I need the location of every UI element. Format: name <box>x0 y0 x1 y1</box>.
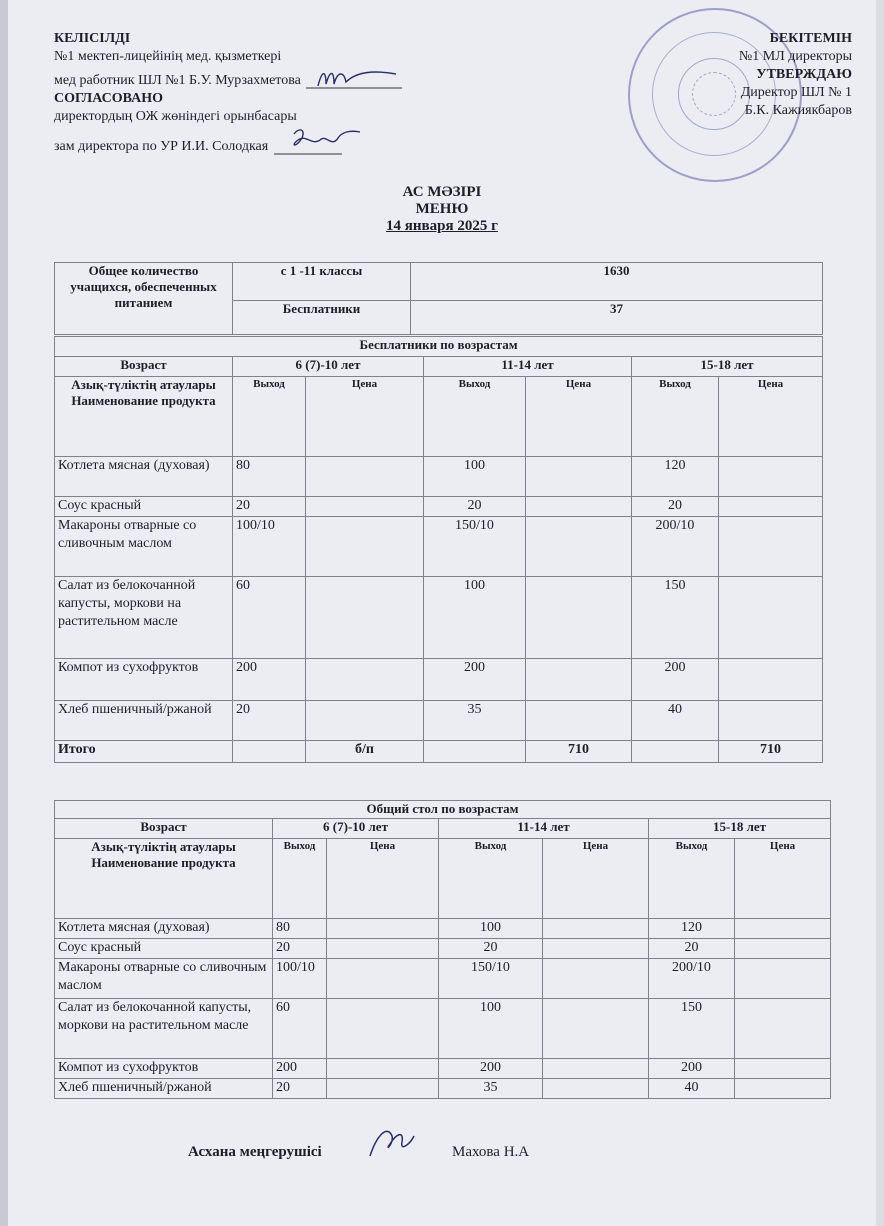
signature-deputy <box>272 126 364 156</box>
yield-value: 20 <box>632 497 719 517</box>
yield-value: 120 <box>649 919 735 939</box>
signature-canteen-head <box>364 1122 424 1162</box>
signature-medic <box>304 66 404 90</box>
yield-value: 80 <box>233 457 306 497</box>
col-yield: Выход <box>273 839 327 919</box>
yield-value: 100/10 <box>273 959 327 999</box>
table-row <box>55 1079 831 1099</box>
product-name: Компот из сухофруктов <box>55 659 233 701</box>
age-group-2: 11-14 лет <box>439 819 649 839</box>
yield-value: 20 <box>424 497 526 517</box>
product-name: Соус красный <box>55 497 233 517</box>
confirm-ru: УТВЕРЖДАЮ <box>756 67 852 82</box>
canteen-head-label: Асхана меңгерушісі <box>188 1144 322 1160</box>
approved-line1: директордың ОЖ жөніндегі орынбасары <box>54 109 297 124</box>
table-row <box>55 659 823 701</box>
col-price: Цена <box>719 377 823 457</box>
table-row <box>55 1059 831 1079</box>
total-label: Итого <box>55 741 233 763</box>
yield-value: 200 <box>424 659 526 701</box>
title-kz: АС МӘЗІРІ <box>402 184 482 200</box>
product-name: Компот из сухофруктов <box>55 1059 273 1079</box>
classes-label: с 1 -11 классы <box>233 263 411 301</box>
age-label: Возраст <box>55 357 233 377</box>
yield-value: 200 <box>233 659 306 701</box>
approved-line2: зам директора по УР И.И. Солодкая <box>54 139 269 154</box>
table-row <box>55 517 823 577</box>
approved-title: СОГЛАСОВАНО <box>54 91 163 106</box>
yield-value: 100 <box>424 577 526 659</box>
total-row <box>55 741 823 763</box>
yield-value: 20 <box>233 701 306 741</box>
agreed-line2: мед работник ШЛ №1 Б.У. Мурзахметова <box>54 73 301 88</box>
table-row <box>55 959 831 999</box>
yield-value: 200 <box>439 1059 543 1079</box>
yield-value: 20 <box>273 939 327 959</box>
product-name: Котлета мясная (духовая) <box>55 457 233 497</box>
footer-signature <box>188 1144 530 1161</box>
free-section-title: Бесплатники по возрастам <box>55 337 823 357</box>
yield-value: 60 <box>273 999 327 1059</box>
col-price: Цена <box>306 377 424 457</box>
col-yield: Выход <box>233 377 306 457</box>
product-name: Котлета мясная (духовая) <box>55 919 273 939</box>
yield-value: 35 <box>439 1079 543 1099</box>
table-row <box>55 919 831 939</box>
free-meals-table <box>54 336 823 763</box>
product-name: Соус красный <box>55 939 273 959</box>
yield-value: 20 <box>233 497 306 517</box>
general-meals-table <box>54 800 831 1099</box>
product-header: Азық-түліктің атаулары Наименование продукта <box>55 377 233 457</box>
yield-value: 100 <box>424 457 526 497</box>
col-yield: Выход <box>632 377 719 457</box>
yield-value: 100 <box>439 999 543 1059</box>
table-row <box>55 497 823 517</box>
table-row <box>55 457 823 497</box>
yield-value: 100 <box>439 919 543 939</box>
yield-value: 150/10 <box>424 517 526 577</box>
col-yield: Выход <box>424 377 526 457</box>
yield-value: 120 <box>632 457 719 497</box>
free-label: Бесплатники <box>233 301 411 335</box>
age-group-2: 11-14 лет <box>424 357 632 377</box>
yield-value: 20 <box>273 1079 327 1099</box>
yield-value: 200/10 <box>649 959 735 999</box>
menu-title <box>0 184 884 235</box>
confirm-kz: БЕКІТЕМІН <box>769 31 852 46</box>
director-line2: Директор ШЛ № 1 <box>740 85 852 100</box>
product-name: Салат из белокочанной капусты, моркови на растительном масле <box>55 999 273 1059</box>
col-price: Цена <box>543 839 649 919</box>
yield-value: 200 <box>632 659 719 701</box>
product-name: Салат из белокочанной капусты, моркови на растительном масле <box>55 577 233 659</box>
total-price-1: б/п <box>306 741 424 763</box>
yield-value: 80 <box>273 919 327 939</box>
yield-value: 20 <box>649 939 735 959</box>
general-section-title: Общий стол по возрастам <box>55 801 831 819</box>
yield-value: 40 <box>649 1079 735 1099</box>
yield-value: 35 <box>424 701 526 741</box>
product-name: Хлеб пшеничный/ржаной <box>55 701 233 741</box>
col-yield: Выход <box>439 839 543 919</box>
agreed-line1: №1 мектеп-лицейінің мед. қызметкері <box>54 49 282 64</box>
table-row <box>55 999 831 1059</box>
yield-value: 150 <box>632 577 719 659</box>
free-value: 37 <box>411 301 823 335</box>
age-group-3: 15-18 лет <box>632 357 823 377</box>
director-line3: Б.К. Кажиякбаров <box>744 103 852 118</box>
age-group-1: 6 (7)-10 лет <box>273 819 439 839</box>
yield-value: 200 <box>649 1059 735 1079</box>
classes-value: 1630 <box>411 263 823 301</box>
col-price: Цена <box>526 377 632 457</box>
table-row <box>55 939 831 959</box>
col-yield: Выход <box>649 839 735 919</box>
total-students-label: Общее количество учащихся, обеспеченных питанием <box>55 263 233 335</box>
menu-date: 14 января 2025 г <box>386 218 498 234</box>
col-price: Цена <box>327 839 439 919</box>
approval-block-right <box>739 30 852 120</box>
yield-value: 40 <box>632 701 719 741</box>
director-line1: №1 МЛ директоры <box>738 49 852 64</box>
approval-block-left <box>54 30 404 156</box>
canteen-head-name: Махова Н.А <box>452 1144 530 1160</box>
yield-value: 200 <box>273 1059 327 1079</box>
table-row <box>55 701 823 741</box>
yield-value: 100/10 <box>233 517 306 577</box>
table-row <box>55 577 823 659</box>
yield-value: 200/10 <box>632 517 719 577</box>
yield-value: 150/10 <box>439 959 543 999</box>
title-ru: МЕНЮ <box>415 201 469 217</box>
free-meals-summary-table <box>54 262 823 335</box>
total-price-3: 710 <box>719 741 823 763</box>
agreed-title: КЕЛІСІЛДІ <box>54 31 131 46</box>
total-price-2: 710 <box>526 741 632 763</box>
col-price: Цена <box>735 839 831 919</box>
product-header: Азық-түліктің атаулары Наименование продукта <box>55 839 273 919</box>
product-name: Хлеб пшеничный/ржаной <box>55 1079 273 1099</box>
yield-value: 60 <box>233 577 306 659</box>
product-name: Макароны отварные со сливочным маслом <box>55 517 233 577</box>
age-label: Возраст <box>55 819 273 839</box>
yield-value: 20 <box>439 939 543 959</box>
yield-value: 150 <box>649 999 735 1059</box>
product-name: Макароны отварные со сливочным маслом <box>55 959 273 999</box>
age-group-1: 6 (7)-10 лет <box>233 357 424 377</box>
age-group-3: 15-18 лет <box>649 819 831 839</box>
